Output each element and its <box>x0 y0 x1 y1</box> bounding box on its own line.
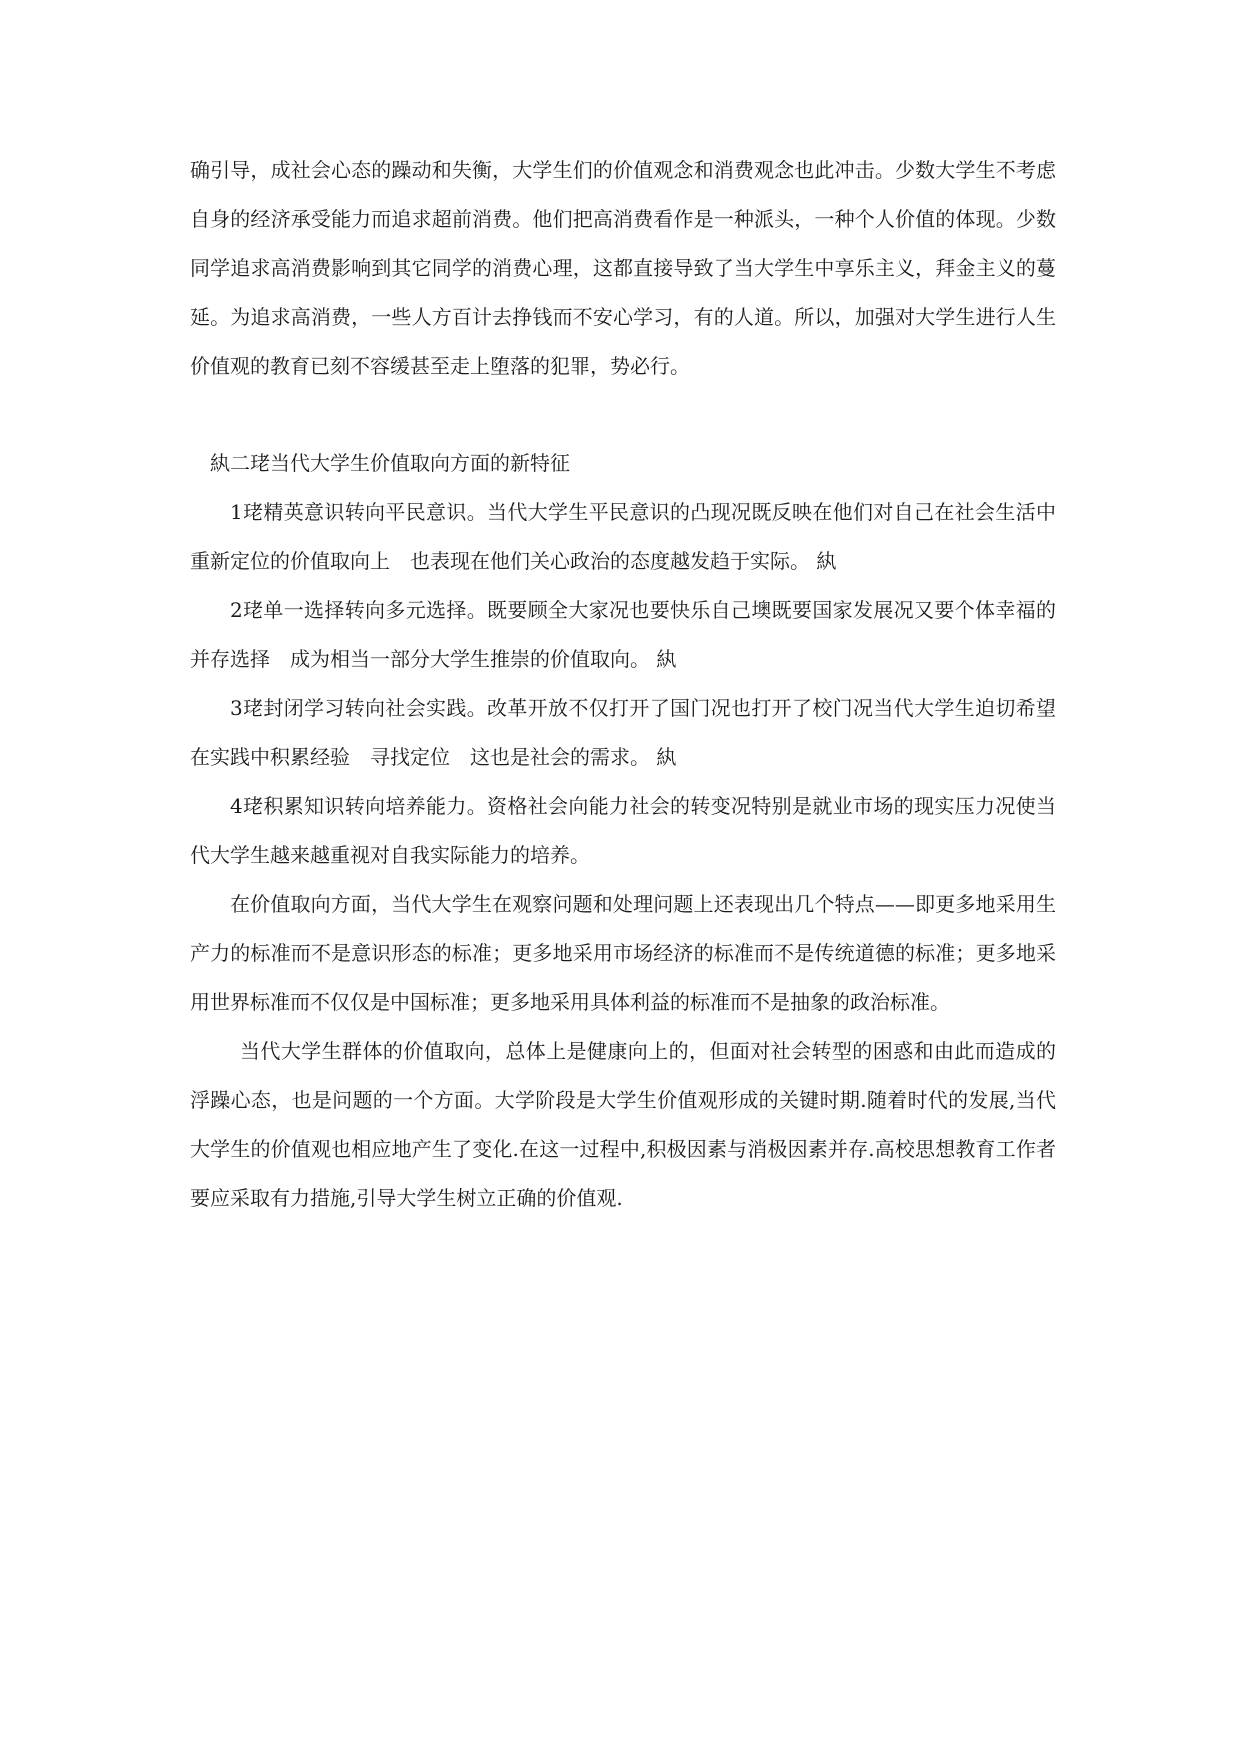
paragraph-standards: 在价值取向方面，当代大学生在观察问题和处理问题上还表现出几个特点——即更多地采用生产力的标准而不是意识形态的标准；更多地采用市场经济的标准而不是传统道德的标准；更多地采用世界标准而不仅仅是中国标准；更多地采用具体利益的标准而不是抽象的政治标准。 <box>190 892 1056 1014</box>
text-block-bottom <box>190 439 1056 1223</box>
paragraph-point-3: 3珯封闭学习转向社会实践。改革开放不仅打开了国门况也打开了校门况当代大学生迫切希望在实践中积累经验 寻找定位 这也是社会的需求。 紈 <box>190 696 1056 769</box>
paragraph-intro: 确引导，成社会心态的躁动和失衡，大学生们的价值观念和消费观念也此冲击。少数大学生不考虑自身的经济承受能力而追求超前消费。他们把高消费看作是一种派头，一种个人价值的体现。少数同学追求高消费影响到其它同学的消费心理，这都直接导致了当大学生中享乐主义，拜金主义的蔓延。为追求高消费，一些人方百计去挣钱而不安心学习，有的人道。所以，加强对大学生进行人生价值观的教育已刻不容缓甚至走上堕落的犯罪，势必行。 <box>190 158 1056 378</box>
paragraph-conclusion: 当代大学生群体的价值取向，总体上是健康向上的，但面对社会转型的困惑和由此而造成的浮躁心态，也是问题的一个方面。大学阶段是大学生价值观形成的关键时期.随着时代的发展,当代大学生的价值观也相应地产生了变化.在这一过程中,积极因素与消极因素并存.高校思想教育工作者要应采取有力措施,引导大学生树立正确的价值观. <box>190 1039 1056 1210</box>
paragraph-point-1: 1珯精英意识转向平民意识。当代大学生平民意识的凸现况既反映在他们对自己在社会生活中重新定位的价值取向上 也表现在他们关心政治的态度越发趋于实际。 紈 <box>190 500 1056 573</box>
text-block-top <box>190 146 1056 391</box>
paragraph-point-4: 4珯积累知识转向培养能力。资格社会向能力社会的转变况特别是就业市场的现实压力况使当代大学生越来越重视对自我实际能力的培养。 <box>190 794 1056 867</box>
paragraph-point-2: 2珯单一选择转向多元选择。既要顾全大家况也要快乐自己墺既要国家发展况又要个体幸福的并存选择 成为相当一部分大学生推崇的价值取向。 紈 <box>190 598 1056 671</box>
section-heading: 紈二珯当代大学生价值取向方面的新特征 <box>210 451 570 475</box>
